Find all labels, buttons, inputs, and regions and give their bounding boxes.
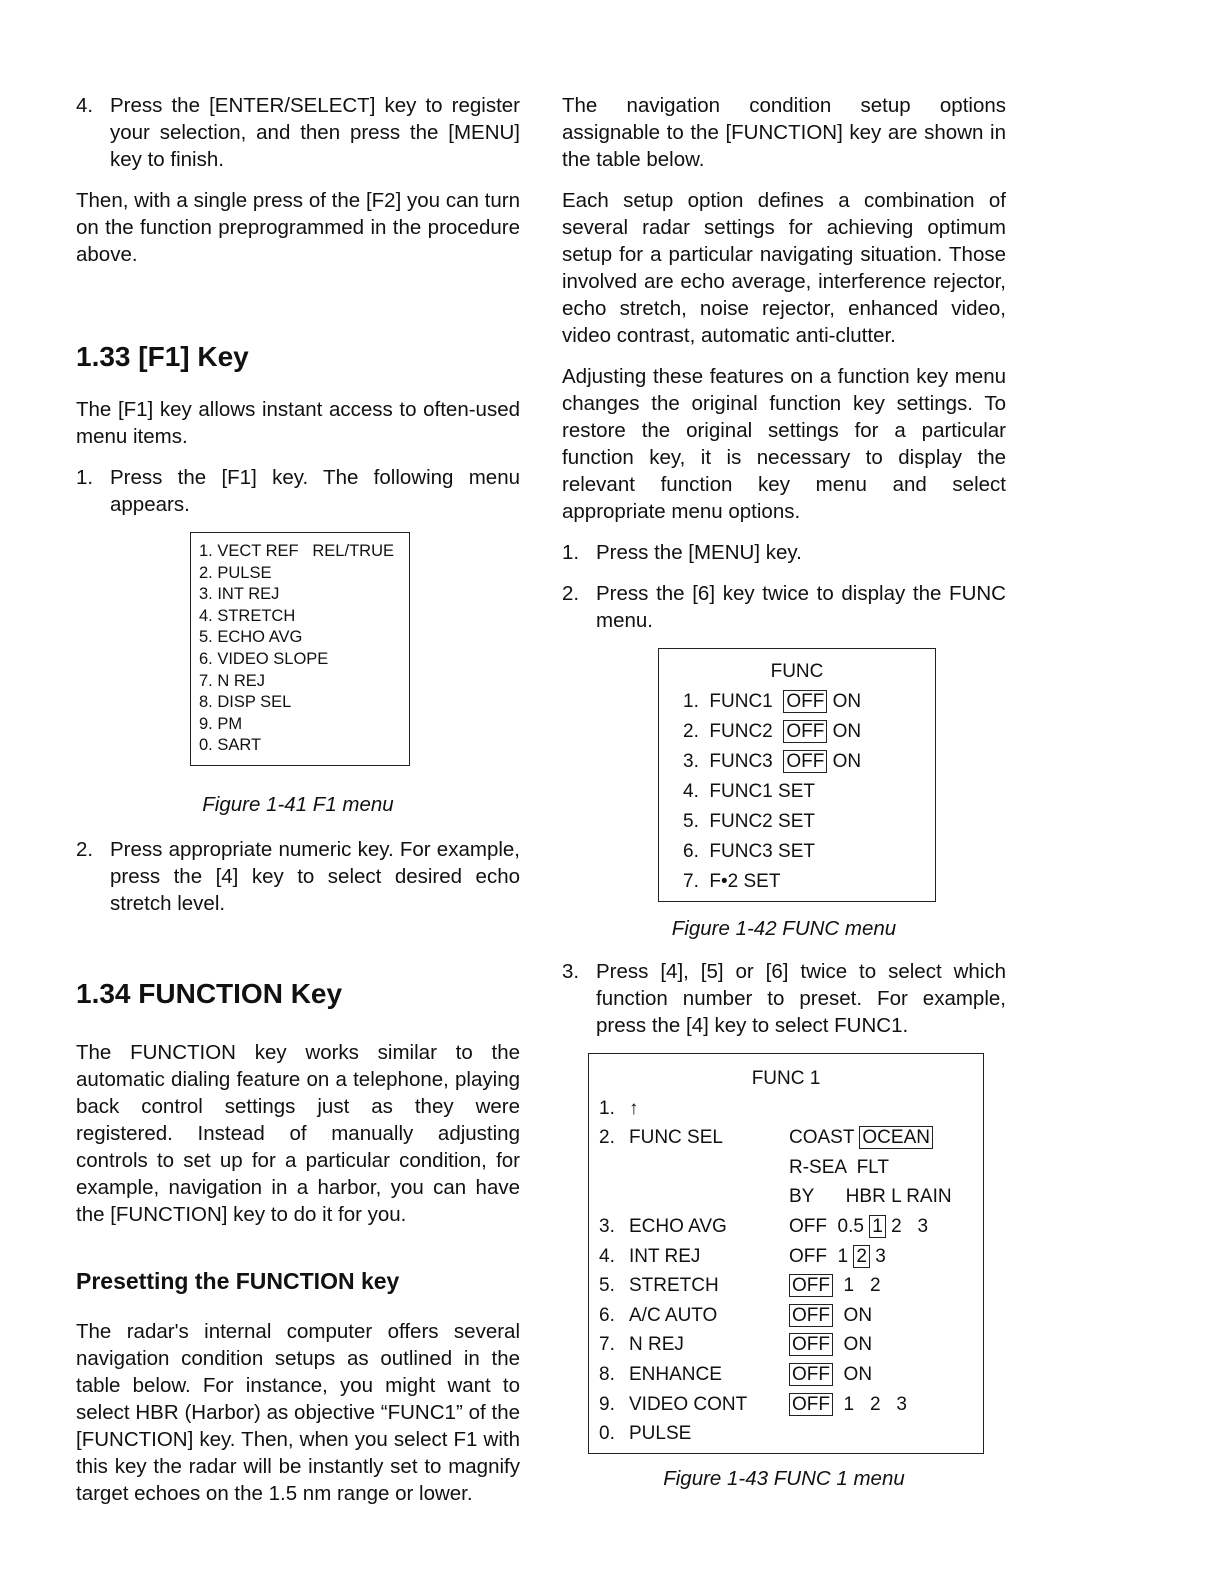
row-number: 1.	[599, 1097, 615, 1119]
selected-option: OFF	[789, 1333, 833, 1356]
func-menu	[658, 648, 936, 902]
f1-menu	[190, 532, 410, 766]
left-column	[76, 92, 520, 1521]
figure-caption-43: Figure 1-43 FUNC 1 menu	[663, 1466, 905, 1490]
menu-row	[599, 1094, 983, 1124]
paragraph-adjusting: Adjusting these features on a function key menu changes the original function key settings. To restore the original settings for a particular function key, it is necessary to display the relevant function key menu and select appropriate menu options.	[562, 365, 1006, 523]
step-text: Press the [ENTER/SELECT] key to register your selection, and then press the [MENU] key to finish.	[110, 94, 520, 171]
step-1	[562, 539, 1006, 566]
menu-item: 7. F•2 SET	[683, 871, 781, 892]
heading-function-key: 1.34 FUNCTION Key	[76, 977, 343, 1009]
menu-item	[683, 687, 935, 717]
row-label: ENHANCE	[629, 1363, 722, 1385]
option: 1 2 3	[833, 1393, 907, 1415]
option: ON	[832, 751, 862, 772]
menu-item: 4. STRETCH	[199, 606, 296, 625]
row-number: 0.	[599, 1423, 615, 1445]
selected-option: OFF	[783, 750, 827, 773]
menu-item: 6. FUNC3 SET	[683, 841, 815, 862]
menu-item-label: 3. FUNC3	[683, 751, 773, 772]
selected-option: OFF	[789, 1274, 833, 1297]
option: ON	[832, 721, 862, 742]
option: ON	[832, 691, 862, 712]
step-4	[76, 92, 520, 173]
f1-step-1	[76, 464, 520, 518]
figure-caption-41: Figure 1-41 F1 menu	[202, 792, 394, 816]
selected-option: OFF	[789, 1304, 833, 1327]
paragraph-function: The FUNCTION key works similar to the automatic dialing feature on a telephone, playing back control settings just as they were registered. Instead of manually adjusting controls to set up for a particular condition, for example, navigation in a harbor, you can have the [FUNCTION] key to do it for you.	[76, 1040, 520, 1226]
up-arrow-icon: ↑	[629, 1097, 639, 1119]
option: ON	[833, 1363, 873, 1385]
menu-row	[599, 1123, 983, 1153]
row-label: A/C AUTO	[629, 1304, 718, 1326]
row-label: VIDEO CONT	[629, 1393, 748, 1415]
step-2	[562, 580, 1006, 634]
menu-row	[599, 1419, 983, 1449]
option: 1 2	[833, 1275, 881, 1297]
menu-row	[599, 1182, 983, 1212]
row-label: PULSE	[629, 1423, 692, 1445]
menu-item: 2. PULSE	[199, 563, 272, 582]
row-number: 4.	[599, 1245, 615, 1267]
selected-option: 2	[853, 1245, 870, 1268]
paragraph-f2: Then, with a single press of the [F2] you can turn on the function preprogrammed in the procedure above.	[76, 189, 520, 266]
menu-item: 1. VECT REF REL/TRUE	[199, 542, 394, 560]
options-line: BY HBR L RAIN	[789, 1186, 952, 1208]
step-text: Press the [F1] key. The following menu appears.	[110, 466, 520, 516]
menu-row	[599, 1271, 983, 1301]
menu-row	[599, 1390, 983, 1420]
menu-item: 0. SART	[199, 736, 262, 755]
row-number: 3.	[599, 1215, 615, 1237]
selected-option: 1	[869, 1215, 886, 1238]
paragraph-preset: The radar's internal computer offers several navigation condition setups as outlined in the table below. For instance, you might want to select HBR (Harbor) as objective “FUNC1” of the [FUNCTION] key. Then, when you select F1 with this key the radar will be instantly set to magnify target echoes on the 1.5 nm range or lower.	[76, 1319, 520, 1505]
selected-option: OFF	[789, 1363, 833, 1386]
step-number: 4.	[76, 94, 94, 117]
row-label: STRETCH	[629, 1275, 719, 1297]
menu-item: 4. FUNC1 SET	[683, 781, 815, 802]
step-number: 2.	[76, 837, 94, 861]
f1-step-2	[76, 836, 520, 917]
option: ON	[833, 1334, 873, 1356]
figure-caption-42: Figure 1-42 FUNC menu	[671, 917, 897, 940]
option: OFF 1	[789, 1245, 854, 1267]
menu-row	[599, 1242, 983, 1272]
paragraph-nav-options: The navigation condition setup options assignable to the [FUNCTION] key are shown in the table below.	[562, 94, 1006, 171]
option: ON	[833, 1304, 873, 1326]
heading-presetting: Presetting the FUNCTION key	[76, 1267, 400, 1294]
row-label: N REJ	[629, 1334, 684, 1356]
row-label: INT REJ	[629, 1245, 701, 1267]
step-text: Press the [MENU] key.	[596, 541, 802, 564]
option: 3	[869, 1245, 886, 1267]
menu-row	[599, 1330, 983, 1360]
func1-menu	[588, 1053, 984, 1454]
paragraph-setup-option: Each setup option defines a combination of several radar settings for achieving optimum setup for a particular navigating situation. Those involved are echo average, interference rejector, echo stretch, noise rejector, enhanced video, video contrast, automatic anti-clutter.	[562, 189, 1006, 347]
step-number: 1.	[562, 541, 580, 564]
menu-item: 8. DISP SEL	[199, 693, 292, 712]
row-number: 9.	[599, 1393, 615, 1415]
row-number: 5.	[599, 1275, 615, 1297]
menu-item: 6. VIDEO SLOPE	[199, 649, 329, 668]
options-line: R-SEA FLT	[789, 1156, 889, 1178]
row-label: FUNC SEL	[629, 1127, 723, 1149]
menu-row	[599, 1212, 983, 1242]
selected-option: OFF	[783, 690, 827, 713]
step-number: 3.	[562, 960, 580, 983]
menu-item: 5. FUNC2 SET	[683, 811, 815, 832]
step-number: 1.	[76, 466, 94, 489]
step-number: 2.	[562, 582, 580, 605]
menu-item: 9. PM	[199, 714, 243, 733]
selected-option: OCEAN	[859, 1126, 933, 1149]
menu-item: 5. ECHO AVG	[199, 628, 303, 647]
paragraph-f1: The [F1] key allows instant access to often-used menu items.	[76, 398, 520, 448]
heading-f1-key: 1.33 [F1] Key	[76, 341, 249, 372]
menu-row	[599, 1153, 983, 1183]
row-number: 8.	[599, 1363, 615, 1385]
menu-row	[599, 1301, 983, 1331]
row-number: 7.	[599, 1334, 615, 1356]
menu-row	[599, 1360, 983, 1390]
menu-item: 7. N REJ	[199, 671, 266, 690]
row-number: 6.	[599, 1304, 615, 1326]
step-text: Press [4], [5] or [6] twice to select which function number to preset. For example, press the [4] key to select FUNC1.	[596, 960, 1006, 1037]
menu-title: FUNC 1	[751, 1068, 821, 1089]
selected-option: OFF	[789, 1393, 833, 1416]
selected-option: OFF	[783, 720, 827, 743]
menu-item-label: 1. FUNC1	[683, 691, 773, 712]
row-number: 2.	[599, 1127, 615, 1149]
step-3	[562, 958, 1006, 1039]
step-text: Press appropriate numeric key. For example, press the [4] key to select desired echo stretch level.	[110, 837, 520, 915]
right-column	[562, 92, 1006, 1492]
menu-item: 3. INT REJ	[199, 585, 280, 604]
option: COAST	[789, 1127, 860, 1149]
step-text: Press the [6] key twice to display the FUNC menu.	[596, 582, 1006, 632]
menu-item-label: 2. FUNC2	[683, 721, 773, 742]
option: 2 3	[885, 1215, 929, 1237]
menu-item	[683, 747, 935, 777]
option: OFF 0.5	[789, 1215, 870, 1237]
menu-item	[683, 717, 935, 747]
row-label: ECHO AVG	[629, 1215, 727, 1237]
menu-title: FUNC	[770, 661, 824, 682]
